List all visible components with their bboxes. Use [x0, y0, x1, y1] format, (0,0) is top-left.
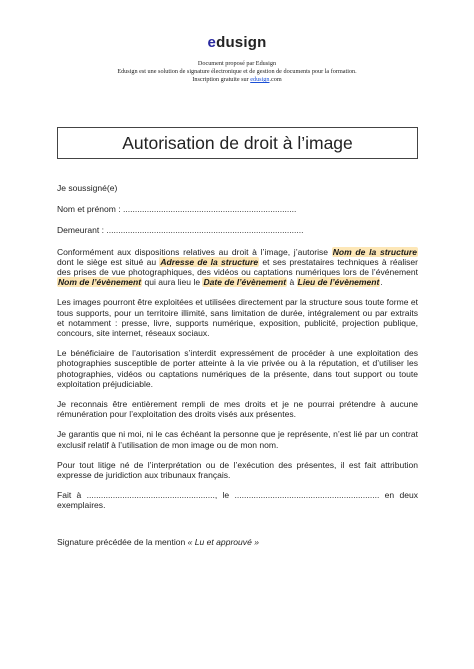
paragraph-remuneration: Je reconnais être entièrement rempli de mes droits et je ne pourrai prétendre à aucune rémunération pour l’exploitation des droits visés aux présentes. [57, 399, 418, 420]
p1-text-4: qui aura lieu le [142, 277, 203, 288]
undersigned-label: Je soussigné(e) [57, 183, 118, 193]
signature-line [57, 537, 418, 547]
header-note [0, 60, 474, 84]
signature-prefix: Signature précédée de la mention [57, 536, 188, 547]
p1-text-5: à [287, 277, 297, 288]
header-line-3-suffix: .com [269, 76, 282, 83]
signature-mention: « Lu et approuvé » [187, 536, 259, 547]
field-event-name: Nom de l’évènement [58, 277, 142, 288]
header-line-2: Edusign est une solution de signature électronique et de gestion de documents pour la formation. [117, 68, 357, 75]
paragraph-restrictions: Le bénéficiaire de l’autorisation s’interdit expressément de procéder à une exploitation des photographies susceptible de porter atteinte à la vie privée ou à la réputation, et d’utiliser les photographies, vidéos ou captations numériques de la présente, dans tout support ou toute exploitation préjudiciable. [57, 348, 418, 389]
document-title: Autorisation de droit à l’image [57, 127, 418, 159]
header-line-3-prefix: Inscription gratuite sur [192, 76, 251, 83]
header-line-3 [0, 76, 474, 84]
document-body [57, 183, 418, 547]
p1-text-3: et ses prestataires techniques à réaliser des prises de vue photographiques, des vidéos ou captations numériques lors de l’événement [57, 256, 418, 278]
paragraph-authorization [57, 247, 418, 288]
edusign-link[interactable]: edusign [250, 76, 270, 83]
field-structure-name: Nom de la structure [332, 246, 417, 257]
place-date-line: Fait à ......................................................, le ............................................................. en deux exemplaires. [57, 490, 418, 511]
p1-text-6: . [380, 277, 383, 288]
field-event-date: Date de l’évènement [203, 277, 287, 288]
logo-text: dusign [216, 34, 267, 51]
p1-text-2: dont le siège est situé au [57, 256, 160, 267]
paragraph-guarantee: Je garantis que ni moi, ni le cas échéant la personne que je représente, n’est lié par un contrat exclusif relatif à l’utilisation de mon image ou de mon nom. [57, 429, 418, 450]
field-event-location: Lieu de l’évènement [297, 277, 380, 288]
name-field-line: Nom et prénom : ......................................................................... [57, 204, 297, 215]
logo-initial: e [207, 34, 217, 51]
edusign-logo [0, 34, 474, 51]
address-field-line: Demeurant : ................................................................................... [57, 225, 304, 236]
paragraph-jurisdiction: Pour tout litige né de l’interprétation ou de l’exécution des présentes, il est fait attribution expresse de juridiction aux tribunaux français. [57, 459, 418, 481]
header-line-1: Document proposé par Edusign [197, 60, 277, 67]
paragraph-usage: Les images pourront être exploitées et utilisées directement par la structure sous toute forme et tous supports, pour un territoire illimité, sans limitation de durée, intégralement ou par extraits et notamment : presse, livre, supports numérique, exposition, publicité, projection publique, concours, site internet, réseaux sociaux. [57, 297, 418, 339]
field-structure-address: Adresse de la structure [160, 256, 259, 267]
p1-text-1: Conformément aux dispositions relatives au droit à l’image, j’autorise [57, 246, 332, 257]
